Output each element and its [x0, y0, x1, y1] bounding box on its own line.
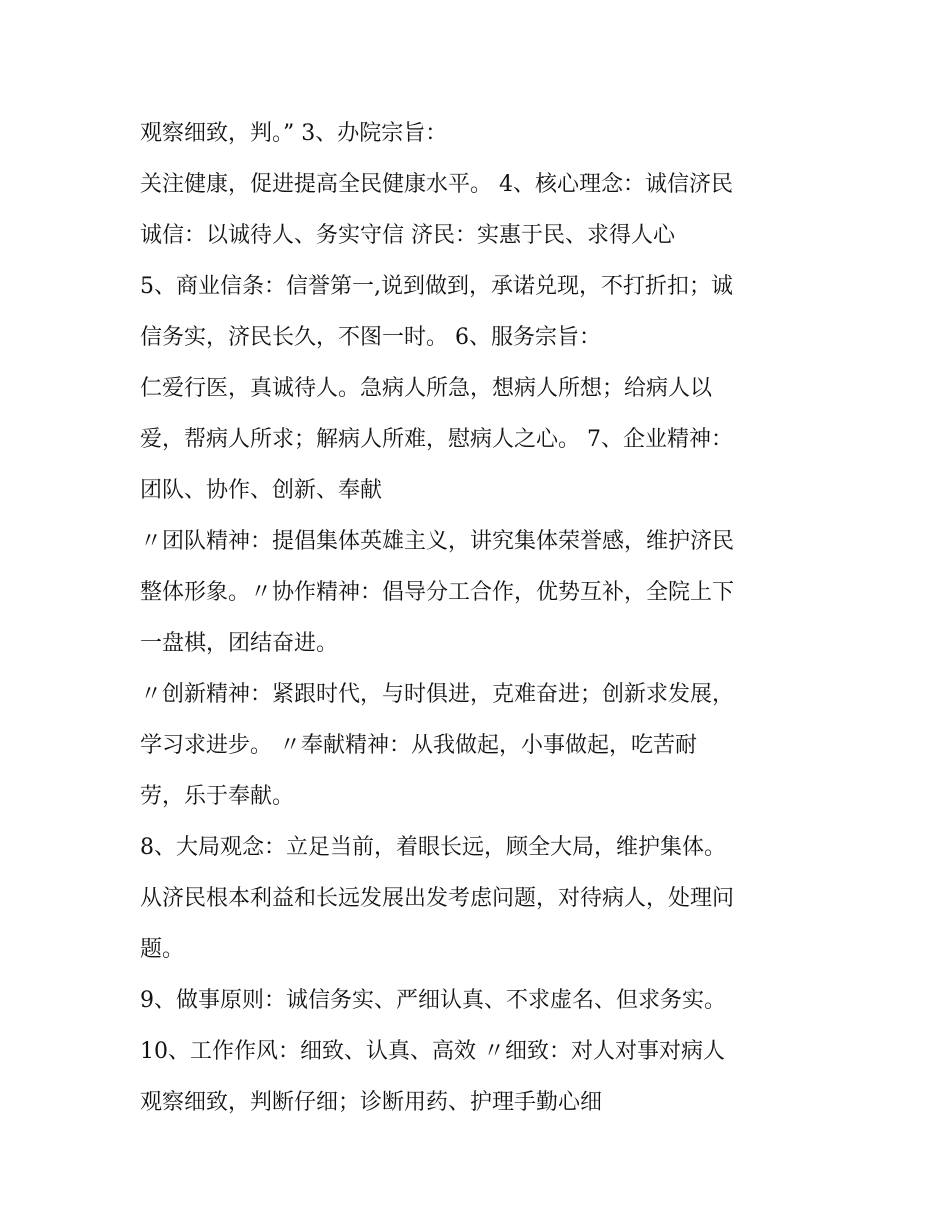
text-line: 整体形象。〃协作精神：倡导分工合作，优势互补，全院上下: [140, 580, 735, 605]
text-line: 爱，帮病人所求；解病人所难，慰病人之心。 7、企业精神：: [140, 427, 733, 452]
text-line: 团队、协作、创新、奉献: [140, 478, 383, 503]
text-line: 劳，乐于奉献。: [140, 784, 295, 809]
text-line: 诚信：以诚待人、务实守信 济民：实惠于民、求得人心: [140, 223, 675, 248]
text-line: 8、大局观念：立足当前，着眼长远，顾全大局，维护集体。: [140, 835, 726, 860]
document-body: [140, 108, 840, 1128]
text-line: 5、商业信条：信誉第一,说到做到，承诺兑现，不打折扣；诚: [140, 274, 733, 299]
text-line: 从济民根本利益和长远发展出发考虑问题，对待病人，处理问: [140, 886, 735, 911]
text-line: 题。: [140, 937, 185, 962]
text-line: 观察细致，判。” 3、办院宗旨：: [140, 121, 448, 146]
text-line: 信务实，济民长久，不图一时。 6、服务宗旨：: [140, 325, 601, 350]
text-line: 10、工作作风：细致、认真、高效 〃细致：对人对事对病人: [140, 1039, 725, 1064]
text-line: 学习求进步。 〃奉献精神：从我做起，小事做起，吃苦耐: [140, 733, 697, 758]
text-line: 9、做事原则：诚信务实、严细认真、不求虚名、但求务实。: [140, 988, 726, 1013]
text-line: 〃创新精神：紧跟时代，与时俱进，克难奋进；创新求发展，: [140, 682, 735, 707]
text-line: 观察细致，判断仔细；诊断用药、护理手勤心细: [140, 1090, 603, 1115]
text-line: 仁爱行医，真诚待人。急病人所急，想病人所想；给病人以: [140, 376, 713, 401]
text-line: 一盘棋，团结奋进。: [140, 631, 339, 656]
text-line: 〃团队精神：提倡集体英雄主义，讲究集体荣誉感，维护济民: [140, 529, 735, 554]
text-line: 关注健康，促进提高全民健康水平。 4、核心理念：诚信济民: [140, 172, 733, 197]
